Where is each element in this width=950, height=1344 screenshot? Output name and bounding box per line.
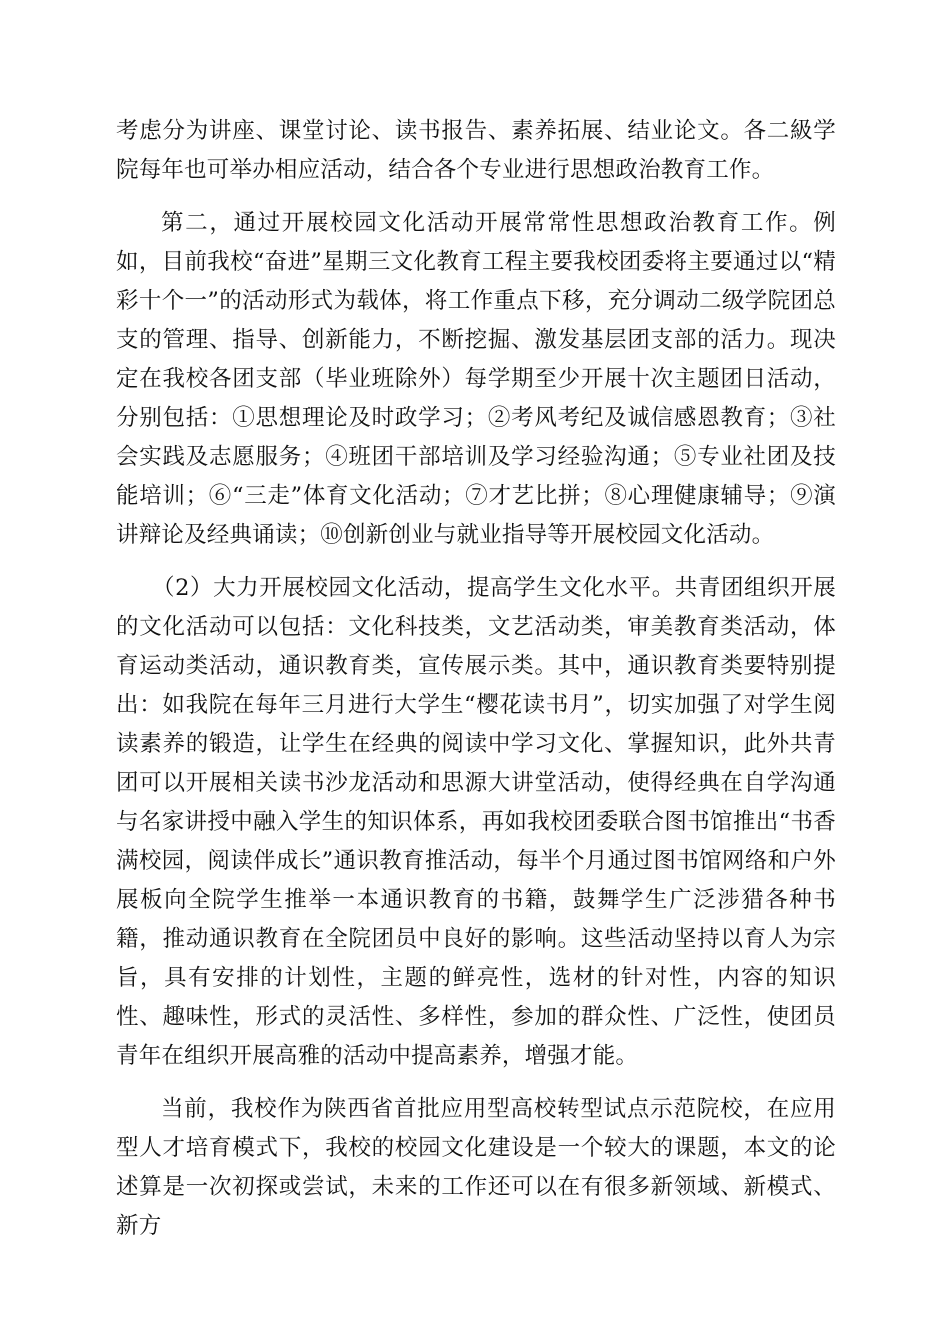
paragraph-continued: 考虑分为讲座、课堂讨论、读书报告、素养拓展、结业论文。各二級学院每年也可举办相应活动，结合各个专业进行思想政治教育工作。 xyxy=(116,118,836,183)
paragraph-cultural-activities: （2）大力开展校园文化活动，提高学生文化水平。共青团组织开展的文化活动可以包括：文化科技类，文艺活动类，审美教育类活动，体育运动类活动，通识教育类，宣传展示类。其中，通识教育类要特别提出：如我院在每年三月进行大学生“樱花读书月”，切实加强了对学生阅读素养的锻造，让学生在经典的阅读中学习文化、掌握知识，此外共青团可以开展相关读书沙龙活动和思源大讲堂活动，使得经典在自学沟通与名家讲授中融入学生的知识体系，再如我校团委联合图书馆推出“书香满校园，阅读伴成长”通识教育推活动，每半个月通过图书馆网络和户外展板向全院学生推举一本通识教育的书籍，鼓舞学生广泛涉猎各种书籍，推动通识教育在全院团员中良好的影响。这些活动坚持以育人为宗旨，具有安排的计划性，主题的鲜亮性，选材的针对性，内容的知识性、趣味性，形式的灵活性、多样性，参加的群众性、广泛性，使团员青年在组织开展高雅的活动中提高素养，增强才能。 xyxy=(116,575,836,1069)
paragraph-conclusion: 当前，我校作为陕西省首批应用型高校转型试点示范院校，在应用型人才培育模式下，我校的校园文化建设是一个较大的课题，本文的论述算是一次初探或尝试，未来的工作还可以在有很多新领域、新模式、新方 xyxy=(116,1096,836,1239)
document-body xyxy=(116,112,836,1246)
paragraph-second-point: 第二，通过开展校园文化活动开展常常性思想政治教育工作。例如，目前我校“奋进”星期三文化教育工程主要我校团委将主要通过以“精彩十个一”的活动形式为载体，将工作重点下移，充分调动二级学院团总支的管理、指导、创新能力，不断挖掘、激发基层团支部的活力。现决定在我校各团支部（毕业班除外）每学期至少开展十次主题团日活动，分别包括：①思想理论及时政学习；②考风考纪及诚信感恩教育；③社会实践及志愿服务；④班团干部培训及学习经验沟通；⑤专业社团及技能培训；⑥“三走”体育文化活动；⑦才艺比拼；⑧心理健康辅导；⑨演讲辩论及经典诵读；⑩创新创业与就业指导等开展校园文化活动。 xyxy=(116,210,836,548)
